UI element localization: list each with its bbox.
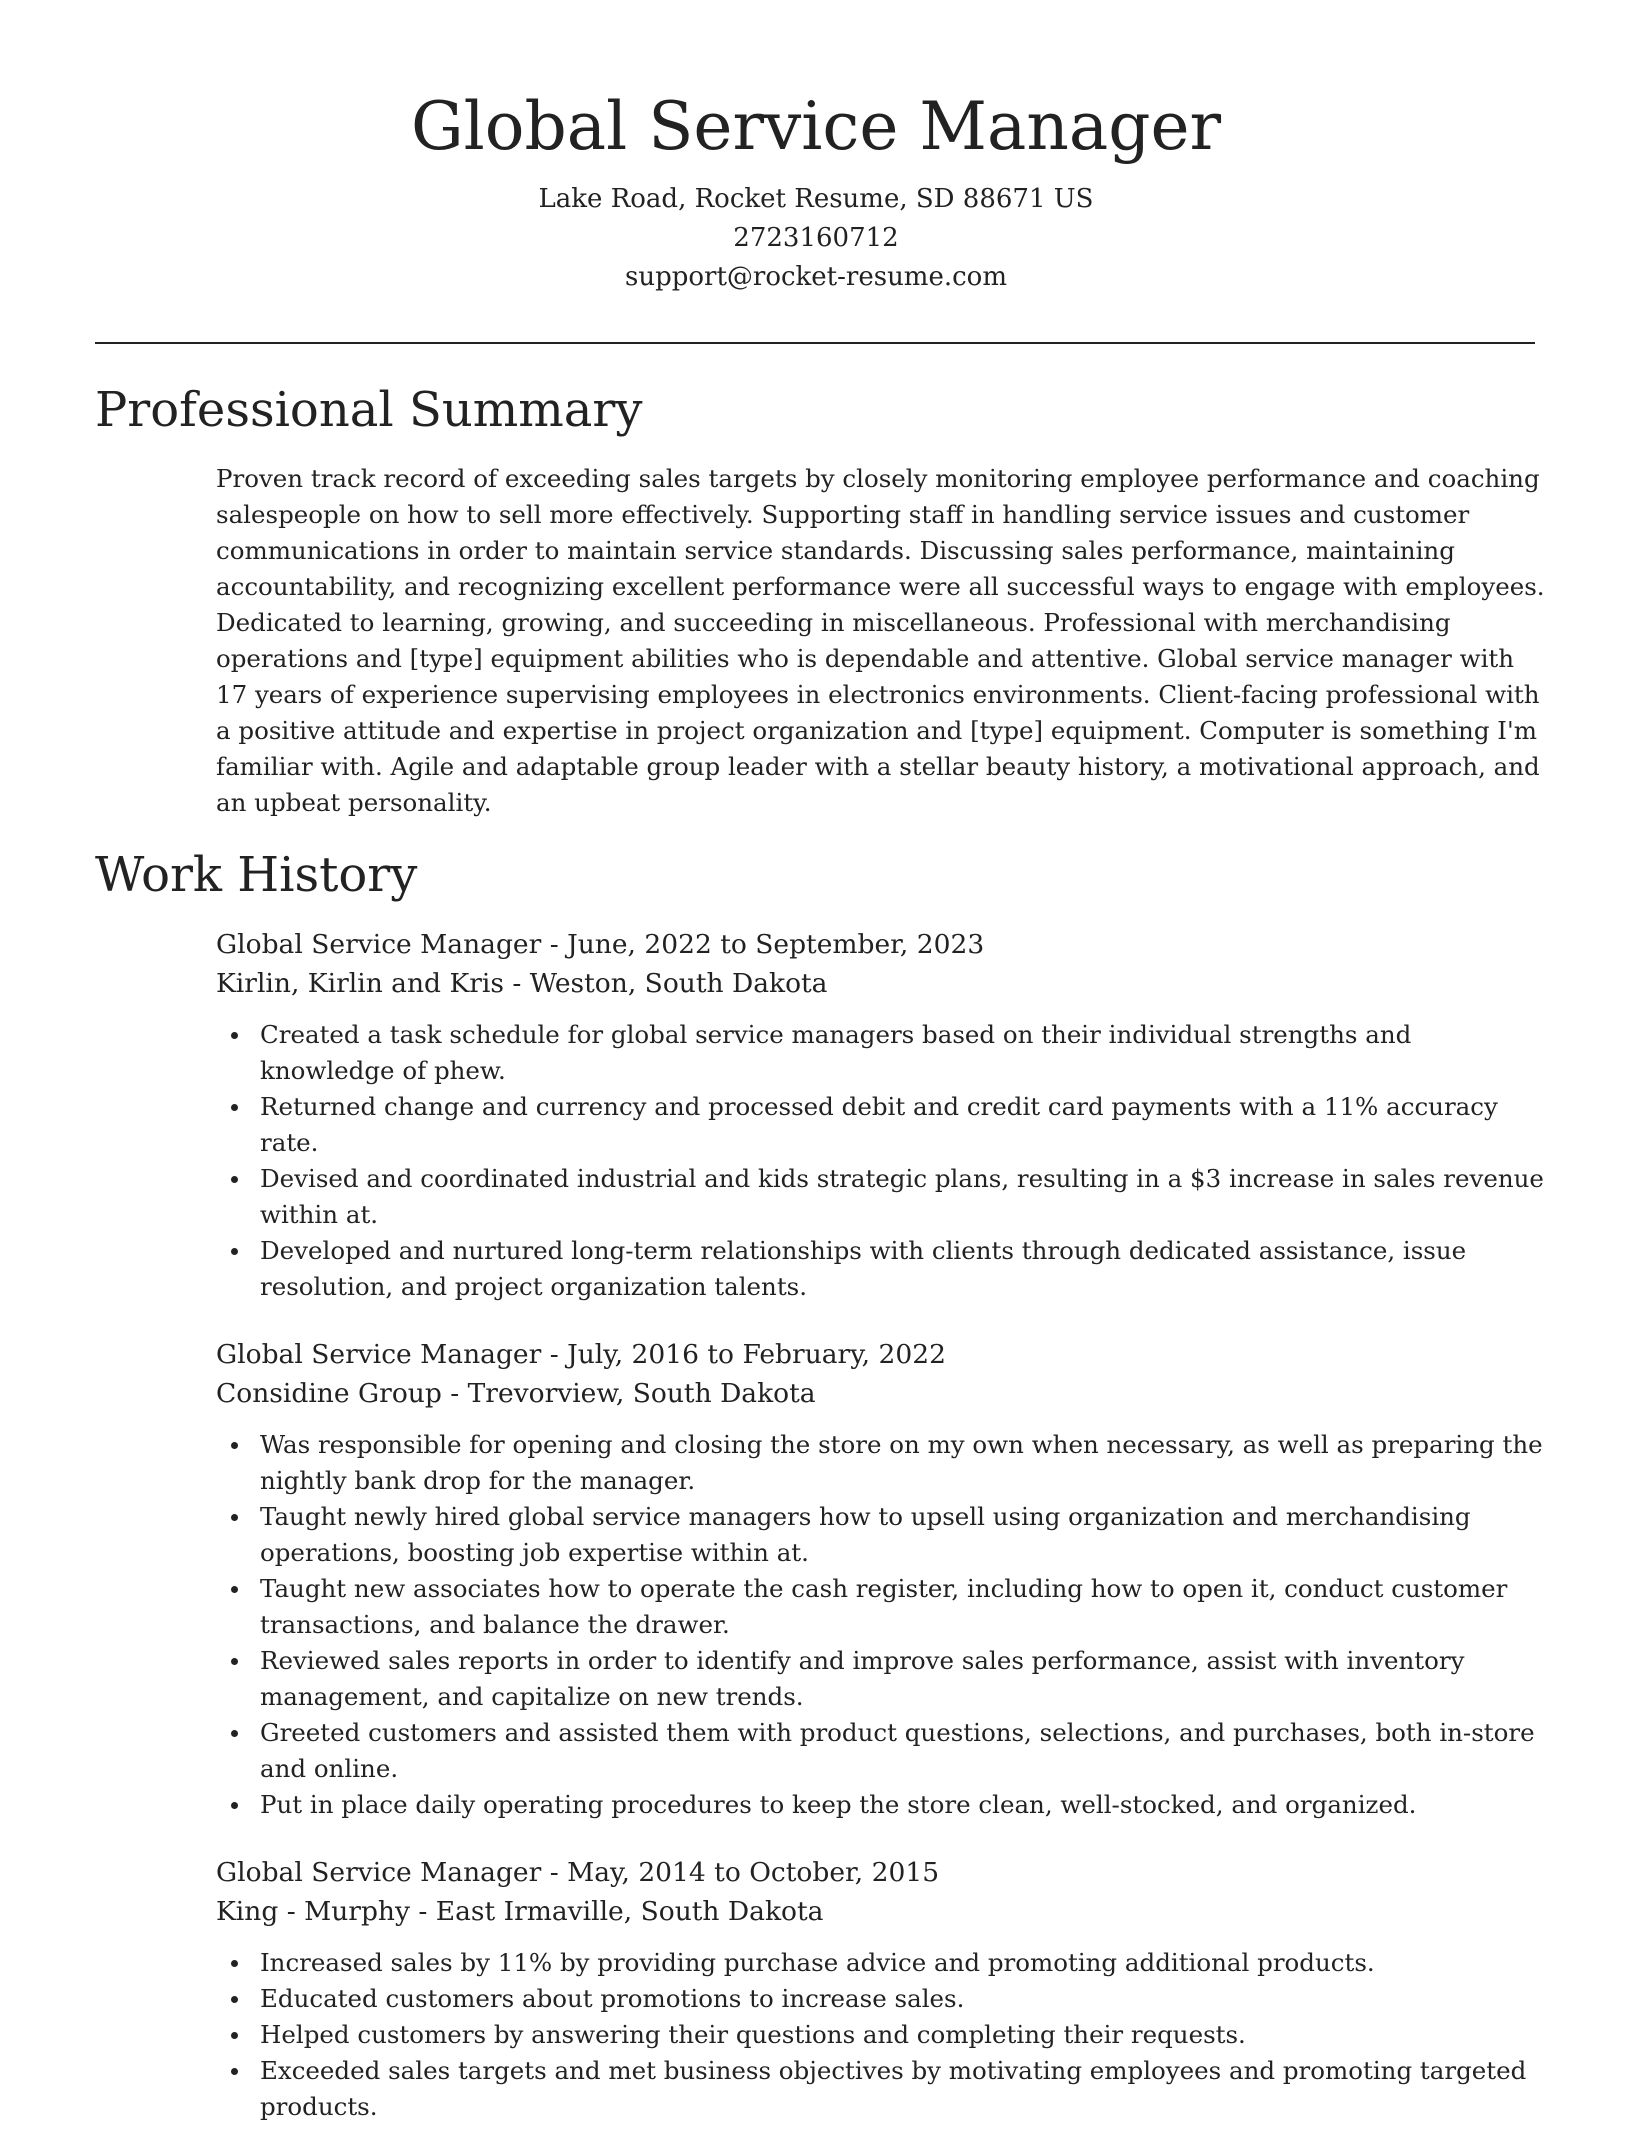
bullet-item: Taught new associates how to operate the cash register, including how to open it, conduct customer transactions, and balance the drawer. xyxy=(216,1571,1546,1643)
bullet-item: Increased sales by 11% by providing purchase advice and promoting additional products. xyxy=(216,1945,1546,1981)
bullet-item: Developed and nurtured long-term relationships with clients through dedicated assistance, issue resolution, and project organization talents. xyxy=(216,1233,1546,1305)
job-title-line xyxy=(216,1335,1546,1374)
job-location: - Weston, South Dakota xyxy=(503,968,828,999)
bullet-item: Helped customers by answering their questions and completing their requests. xyxy=(216,2017,1546,2053)
bullet-item: Devised and coordinated industrial and kids strategic plans, resulting in a $3 increase in sales revenue within at. xyxy=(216,1161,1546,1233)
job-dates: - June, 2022 to September, 2023 xyxy=(541,929,985,960)
bullet-item: Educated customers about promotions to increase sales. xyxy=(216,1981,1546,2017)
work-history-heading: Work History xyxy=(95,847,418,903)
bullet-item: Returned change and currency and processed debit and credit card payments with a 11% accuracy rate. xyxy=(216,1089,1546,1161)
contact-info xyxy=(0,180,1632,297)
job-company-line xyxy=(216,964,1546,1003)
bullet-item: Reviewed sales reports in order to identify and improve sales performance, assist with inventory management, and capitalize on new trends. xyxy=(216,1643,1546,1715)
bullet-item: Greeted customers and assisted them with product questions, selections, and purchases, both in-store and online. xyxy=(216,1715,1546,1787)
job-company-line xyxy=(216,1892,1546,1931)
job-bullets xyxy=(216,1945,1546,2125)
job-dates: - May, 2014 to October, 2015 xyxy=(541,1857,940,1888)
job-location: - East Irmaville, South Dakota xyxy=(409,1896,824,1927)
job-company: Considine Group xyxy=(216,1378,442,1409)
job-dates: - July, 2016 to February, 2022 xyxy=(541,1339,946,1370)
phone: 2723160712 xyxy=(733,223,899,253)
job-entry xyxy=(216,1335,1546,1823)
job-company: Kirlin, Kirlin and Kris xyxy=(216,968,504,999)
job-location: - Trevorview, South Dakota xyxy=(441,1378,816,1409)
job-role: Global Service Manager xyxy=(216,1339,542,1370)
job-title-line xyxy=(216,1853,1546,1892)
job-company: King - Murphy xyxy=(216,1896,410,1927)
job-company-line xyxy=(216,1374,1546,1413)
job-role: Global Service Manager xyxy=(216,1857,542,1888)
candidate-name: Global Service Manager xyxy=(410,88,1222,165)
job-bullets xyxy=(216,1017,1546,1305)
bullet-item: Taught newly hired global service managers how to upsell using organization and merchandising operations, boosting job expertise within at. xyxy=(216,1499,1546,1571)
address: Lake Road, Rocket Resume, SD 88671 US xyxy=(538,184,1094,214)
email: support@rocket-resume.com xyxy=(624,262,1007,292)
job-entry xyxy=(216,925,1546,1305)
bullet-item: Was responsible for opening and closing the store on my own when necessary, as well as preparing the nightly bank drop for the manager. xyxy=(216,1427,1546,1499)
job-role: Global Service Manager xyxy=(216,929,542,960)
job-title-line xyxy=(216,925,1546,964)
resume-header xyxy=(0,80,1632,297)
job-entry xyxy=(216,1853,1546,2125)
bullet-item: Put in place daily operating procedures to keep the store clean, well-stocked, and organized. xyxy=(216,1787,1546,1823)
header-divider xyxy=(95,342,1535,344)
job-bullets xyxy=(216,1427,1546,1823)
work-history-list xyxy=(216,925,1546,2155)
bullet-item: Exceeded sales targets and met business objectives by motivating employees and promoting targeted products. xyxy=(216,2053,1546,2125)
bullet-item: Created a task schedule for global service managers based on their individual strengths and knowledge of phew. xyxy=(216,1017,1546,1089)
summary-heading: Professional Summary xyxy=(95,382,643,438)
summary-text: Proven track record of exceeding sales targets by closely monitoring employee performance and coaching salespeople on how to sell more effectively. Supporting staff in handling service issues and customer communications in order to maintain service standards. Discussing sales performance, maintaining accountability, and recognizing excellent performance were all successful ways to engage with employees. Dedicated to learning, growing, and succeeding in miscellaneous. Professional with merchandising operations and [type] equipment abilities who is dependable and attentive. Global service manager with 17 years of experience supervising employees in electronics environments. Client-facing professional with a positive attitude and expertise in project organization and [type] equipment. Computer is something I'm familiar with. Agile and adaptable group leader with a stellar beauty history, a motivational approach, and an upbeat personality. xyxy=(216,464,1545,817)
